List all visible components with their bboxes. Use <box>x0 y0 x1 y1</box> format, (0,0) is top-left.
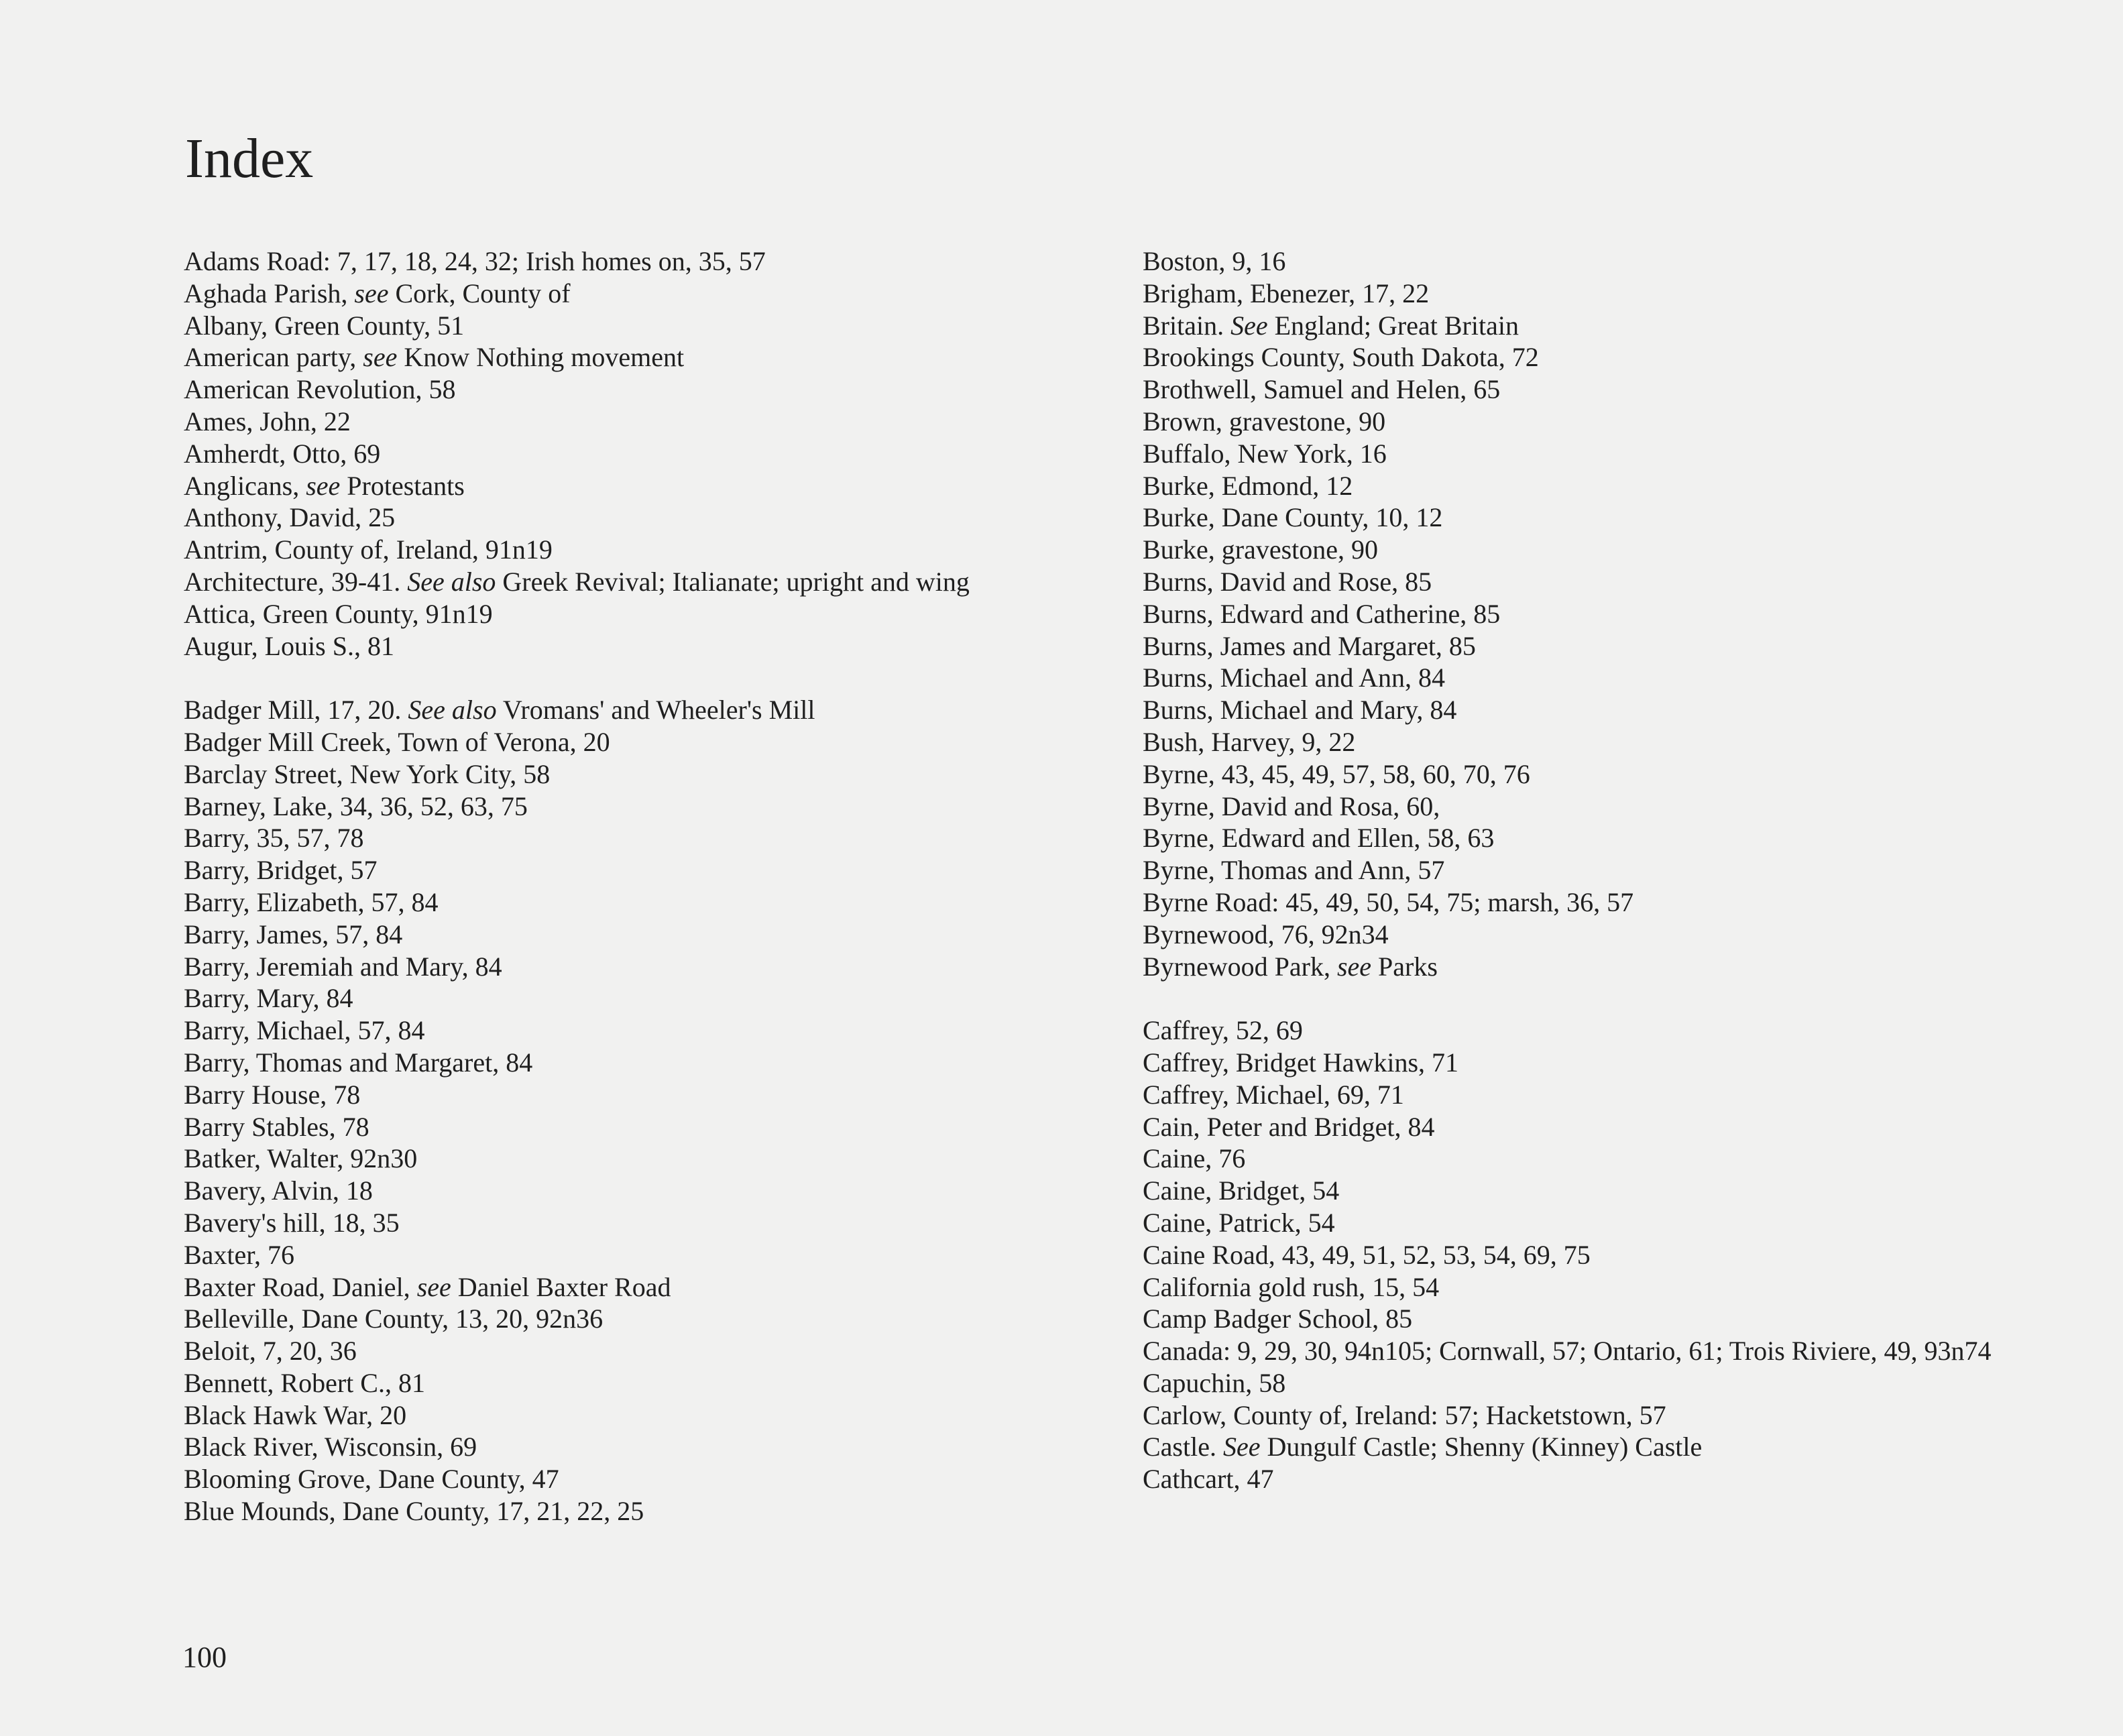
index-entry: Blue Mounds, Dane County, 17, 21, 22, 25 <box>184 1496 644 1527</box>
index-entry: Antrim, County of, Ireland, 91n19 <box>184 534 553 565</box>
index-entry: Cathcart, 47 <box>1143 1464 1274 1495</box>
index-entry: Caffrey, Bridget Hawkins, 71 <box>1143 1047 1459 1078</box>
index-entry: Barry, James, 57, 84 <box>184 919 403 949</box>
index-entry: Byrne, Edward and Ellen, 58, 63 <box>1143 823 1495 854</box>
index-column-left <box>184 245 1123 1527</box>
index-entry: Barry, 35, 57, 78 <box>184 823 364 854</box>
index-entry: Aghada Parish, see Cork, County of <box>184 278 571 308</box>
index-entry: Bush, Harvey, 9, 22 <box>1143 726 1356 757</box>
index-entry: Barry, Mary, 84 <box>184 983 353 1014</box>
index-entry: Caine, Patrick, 54 <box>1143 1207 1335 1238</box>
index-entry: Carlow, County of, Ireland: 57; Hacketstown, 57 <box>1143 1399 1666 1430</box>
index-entry: Canada: 9, 29, 30, 94n105; Cornwall, 57; Ontario, 61; Trois Riviere, 49, 93n74 <box>1143 1336 1992 1367</box>
index-entry: American party, see Know Nothing movement <box>184 342 685 373</box>
index-entry: Amherdt, Otto, 69 <box>184 438 381 469</box>
index-entry: Burns, Michael and Mary, 84 <box>1143 695 1457 726</box>
index-entry: Black Hawk War, 20 <box>184 1399 407 1430</box>
index-entry: Barry, Bridget, 57 <box>184 855 378 886</box>
index-entry: Brown, gravestone, 90 <box>1143 406 1386 437</box>
page-title: Index <box>185 127 314 190</box>
index-entry: Britain. See England; Great Britain <box>1143 310 1519 341</box>
index-entry: Barry, Thomas and Margaret, 84 <box>184 1047 533 1078</box>
index-entry: Burke, gravestone, 90 <box>1143 534 1379 565</box>
index-entry: California gold rush, 15, 54 <box>1143 1271 1440 1302</box>
index-entry: Byrne, Thomas and Ann, 57 <box>1143 855 1445 886</box>
index-entry: Caine Road, 43, 49, 51, 52, 53, 54, 69, 75 <box>1143 1239 1591 1270</box>
index-entry: Barry Stables, 78 <box>184 1111 369 1142</box>
index-entry: Black River, Wisconsin, 69 <box>184 1432 477 1462</box>
letter-group-gap <box>1143 982 2068 1015</box>
index-entry: Beloit, 7, 20, 36 <box>184 1336 357 1367</box>
index-entry: Bennett, Robert C., 81 <box>184 1367 425 1398</box>
index-entry: Bavery, Alvin, 18 <box>184 1175 373 1206</box>
index-entry: Bavery's hill, 18, 35 <box>184 1207 400 1238</box>
index-entry: Caine, Bridget, 54 <box>1143 1175 1340 1206</box>
index-entry: Camp Badger School, 85 <box>1143 1304 1413 1334</box>
index-entry: Caffrey, Michael, 69, 71 <box>1143 1079 1404 1110</box>
index-entry: Capuchin, 58 <box>1143 1367 1286 1398</box>
index-entry: Byrne, David and Rosa, 60, <box>1143 791 1440 821</box>
index-entry: Burns, Edward and Catherine, 85 <box>1143 598 1501 629</box>
index-entry: Batker, Walter, 92n30 <box>184 1143 418 1174</box>
index-entry: Caffrey, 52, 69 <box>1143 1015 1303 1046</box>
index-entry: Barry House, 78 <box>184 1079 361 1110</box>
index-entry: Brigham, Ebenezer, 17, 22 <box>1143 278 1430 308</box>
index-entry: Albany, Green County, 51 <box>184 310 465 341</box>
index-entry: Barclay Street, New York City, 58 <box>184 758 551 789</box>
index-entry: Baxter, 76 <box>184 1239 295 1270</box>
index-entry: Ames, John, 22 <box>184 406 351 437</box>
index-entry: Burke, Dane County, 10, 12 <box>1143 502 1443 533</box>
index-entry: Belleville, Dane County, 13, 20, 92n36 <box>184 1304 604 1334</box>
index-entry: Buffalo, New York, 16 <box>1143 438 1387 469</box>
index-entry: Badger Mill Creek, Town of Verona, 20 <box>184 726 610 757</box>
index-entry: American Revolution, 58 <box>184 374 456 405</box>
index-entry: Byrnewood Park, see Parks <box>1143 951 1438 982</box>
index-entry: Byrne, 43, 45, 49, 57, 58, 60, 70, 76 <box>1143 758 1530 789</box>
index-entry: Anglicans, see Protestants <box>184 470 465 501</box>
index-entry: Burns, James and Margaret, 85 <box>1143 630 1476 661</box>
index-entry: Barry, Jeremiah and Mary, 84 <box>184 951 502 982</box>
index-entry: Badger Mill, 17, 20. See also Vromans' and Wheeler's Mill <box>184 695 815 726</box>
page-number: 100 <box>182 1641 227 1674</box>
index-entry: Cain, Peter and Bridget, 84 <box>1143 1111 1435 1142</box>
index-entry: Burke, Edmond, 12 <box>1143 470 1353 501</box>
index-entry: Brothwell, Samuel and Helen, 65 <box>1143 374 1501 405</box>
index-entry: Burns, Michael and Ann, 84 <box>1143 662 1446 693</box>
index-entry: Augur, Louis S., 81 <box>184 630 394 661</box>
index-entry: Adams Road: 7, 17, 18, 24, 32; Irish homes on, 35, 57 <box>184 246 766 276</box>
index-entry: Boston, 9, 16 <box>1143 246 1286 276</box>
index-entry: Burns, David and Rose, 85 <box>1143 566 1432 597</box>
index-entry: Barry, Elizabeth, 57, 84 <box>184 886 439 917</box>
index-entry: Byrne Road: 45, 49, 50, 54, 75; marsh, 36, 57 <box>1143 886 1634 917</box>
index-entry: Brookings County, South Dakota, 72 <box>1143 342 1539 373</box>
index-entry: Caine, 76 <box>1143 1143 1246 1174</box>
index-entry: Architecture, 39-41. See also Greek Revival; Italianate; upright and wing <box>184 566 970 597</box>
index-entry: Castle. See Dungulf Castle; Shenny (Kinney) Castle <box>1143 1432 1703 1462</box>
index-entry: Barry, Michael, 57, 84 <box>184 1015 425 1046</box>
index-column-right <box>1143 245 2068 1495</box>
index-entry: Barney, Lake, 34, 36, 52, 63, 75 <box>184 791 528 821</box>
index-entry: Anthony, David, 25 <box>184 502 396 533</box>
index-entry: Baxter Road, Daniel, see Daniel Baxter Road <box>184 1271 671 1302</box>
index-entry: Attica, Green County, 91n19 <box>184 598 493 629</box>
letter-group-gap <box>184 662 1123 694</box>
index-entry: Byrnewood, 76, 92n34 <box>1143 919 1389 949</box>
index-entry: Blooming Grove, Dane County, 47 <box>184 1464 559 1495</box>
